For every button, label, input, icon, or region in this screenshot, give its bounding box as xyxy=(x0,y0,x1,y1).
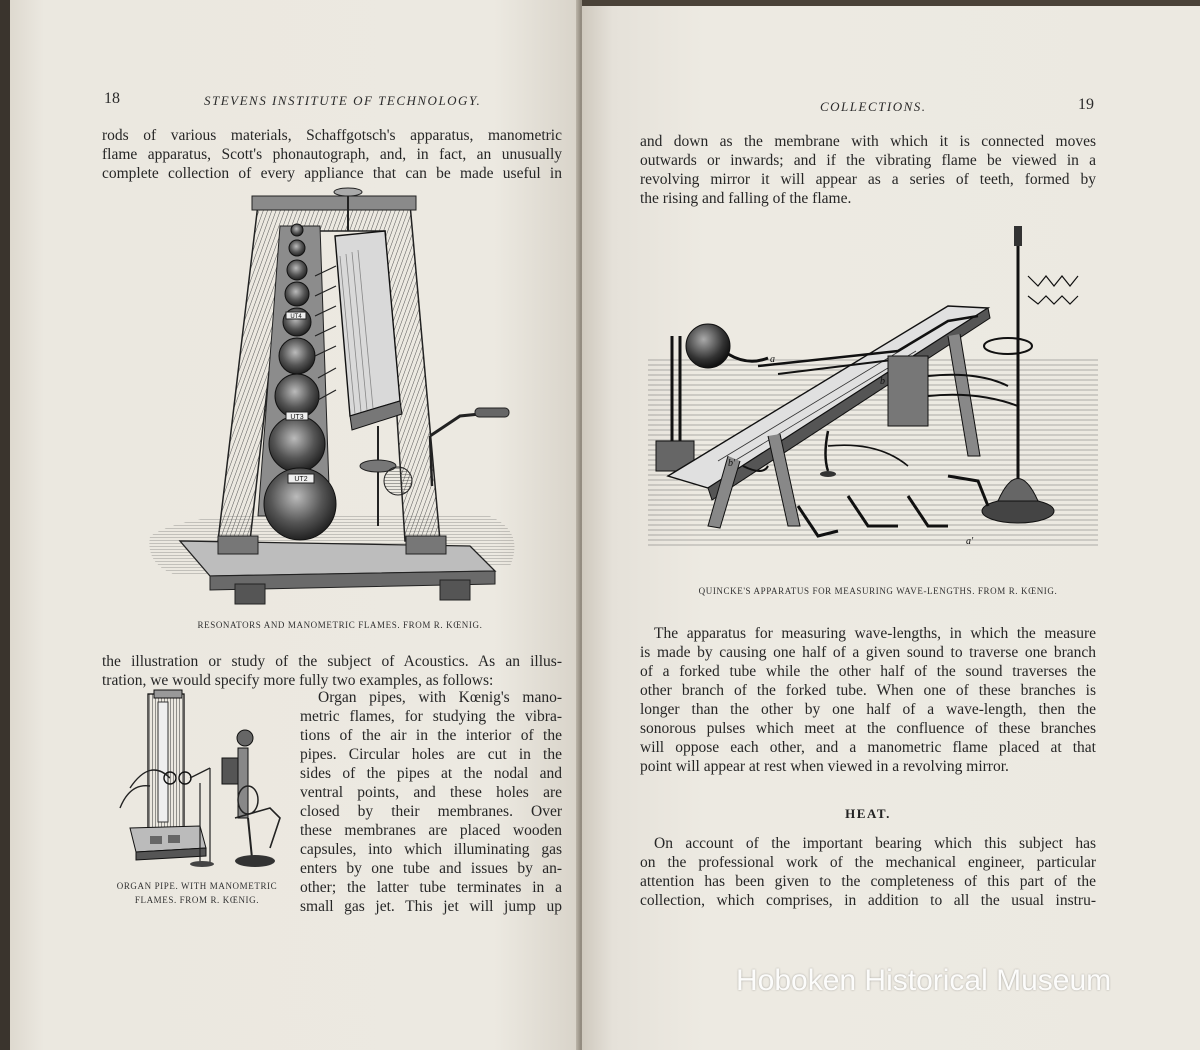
text-line: On account of the important bearing which this subject has xyxy=(654,835,1096,852)
text-line: flame apparatus, Scott's phonautograph, and, in fact, an unusually xyxy=(102,146,562,163)
figure1-caption: RESONATORS AND MANOMETRIC FLAMES. FROM R. KŒNIG. xyxy=(197,620,483,630)
figure-label-a-prime: a' xyxy=(966,536,974,547)
text-line: sonorous pulses which meet at the confluence of these branches xyxy=(640,720,1096,737)
text-line: point will appear at rest when viewed in a revolving mirror. xyxy=(640,758,1009,775)
text-line: Organ pipes, with Kœnig's mano- xyxy=(318,689,562,706)
text-line: outwards or inwards; and if the vibrating flame be viewed in a xyxy=(640,152,1096,169)
resonators-engraving xyxy=(140,186,520,611)
text-line: these membranes are placed wooden xyxy=(300,822,562,839)
figure-label-b-prime: b' xyxy=(728,458,736,469)
left-side-text xyxy=(300,688,562,916)
text-line: closed by their membranes. Over xyxy=(300,803,562,820)
figure-label-a: a xyxy=(770,354,775,365)
section-title-heat: HEAT. xyxy=(845,806,891,821)
text-line: metric flames, for studying the vibra- xyxy=(300,708,562,725)
text-line: the rising and falling of the flame. xyxy=(640,190,852,207)
text-line: tration, we would specify more fully two examples, as follows: xyxy=(102,672,494,689)
left-after-figure-text xyxy=(102,652,562,690)
right-page-number: 19 xyxy=(1078,96,1094,113)
text-line: attention has been given to the completeness of this part of the xyxy=(640,873,1096,890)
text-line: will oppose each other, and a manometric flame placed at that xyxy=(640,739,1096,756)
text-line: collection, which comprises, in addition to all the usual instru- xyxy=(640,892,1096,909)
text-line: sides of the pipes at the nodal and xyxy=(300,765,562,782)
right-intro-text xyxy=(640,132,1096,208)
text-line: tions of the air in the interior of the xyxy=(300,727,562,744)
figure2-caption-line1: ORGAN PIPE. WITH MANOMETRIC xyxy=(116,881,278,891)
resonator-label: UT2 xyxy=(294,476,308,483)
page-top-edge xyxy=(582,0,1200,6)
figure2-caption-line2: FLAMES. FROM R. KŒNIG. xyxy=(134,895,260,905)
text-line: pipes. Circular holes are cut in the xyxy=(300,746,562,763)
resonator-label: UT4 xyxy=(290,314,302,320)
right-paragraph-text xyxy=(640,624,1096,776)
text-line: other branch of the forked tube. When one of these branches is xyxy=(640,682,1096,699)
text-line: longer than the other by one half of a wave-length, then the xyxy=(640,701,1096,718)
text-line: complete collection of every appliance that can be made useful in xyxy=(102,165,562,182)
resonator-label: UT3 xyxy=(290,414,304,421)
figure-label-b: b xyxy=(880,376,885,387)
text-line: The apparatus for measuring wave-lengths, in which the measure xyxy=(654,625,1096,642)
text-line: on the professional work of the mechanical engineer, particular xyxy=(640,854,1096,871)
book-edge-left xyxy=(0,0,10,1050)
text-line: ventral points, and these holes are xyxy=(300,784,562,801)
left-intro-text xyxy=(102,126,562,183)
text-line: small gas jet. This jet will jump up xyxy=(300,898,562,915)
text-line: enters by one tube and issues by an- xyxy=(300,860,562,877)
text-line: capsules, into which illuminating gas xyxy=(300,841,562,858)
text-line: rods of various materials, Schaffgotsch's apparatus, manometric xyxy=(102,127,562,144)
text-line: the illustration or study of the subject of Acoustics. As an illus- xyxy=(102,653,562,670)
quincke-apparatus-engraving xyxy=(648,226,1098,571)
text-line: other; the latter tube terminates in a xyxy=(300,879,562,896)
figure3-caption: QUINCKE'S APPARATUS FOR MEASURING WAVE-LENGTHS. FROM R. KŒNIG. xyxy=(698,586,1058,596)
right-running-head: COLLECTIONS. xyxy=(820,99,927,114)
heat-paragraph-text xyxy=(640,834,1096,910)
text-line: is made by causing one half of a given sound to traverse one branch xyxy=(640,644,1096,661)
text-line: revolving mirror it will appear as a series of teeth, formed by xyxy=(640,171,1096,188)
left-running-head: STEVENS INSTITUTE OF TECHNOLOGY. xyxy=(204,93,482,108)
right-page xyxy=(582,0,1200,1050)
text-line: and down as the membrane with which it is connected moves xyxy=(640,133,1096,150)
left-page-number: 18 xyxy=(104,90,120,107)
organ-pipe-engraving xyxy=(110,688,285,873)
museum-watermark: Hoboken Historical Museum xyxy=(736,964,1112,997)
text-line: of a forked tube while the other half of the sound traverses the xyxy=(640,663,1096,680)
left-page xyxy=(10,0,580,1050)
